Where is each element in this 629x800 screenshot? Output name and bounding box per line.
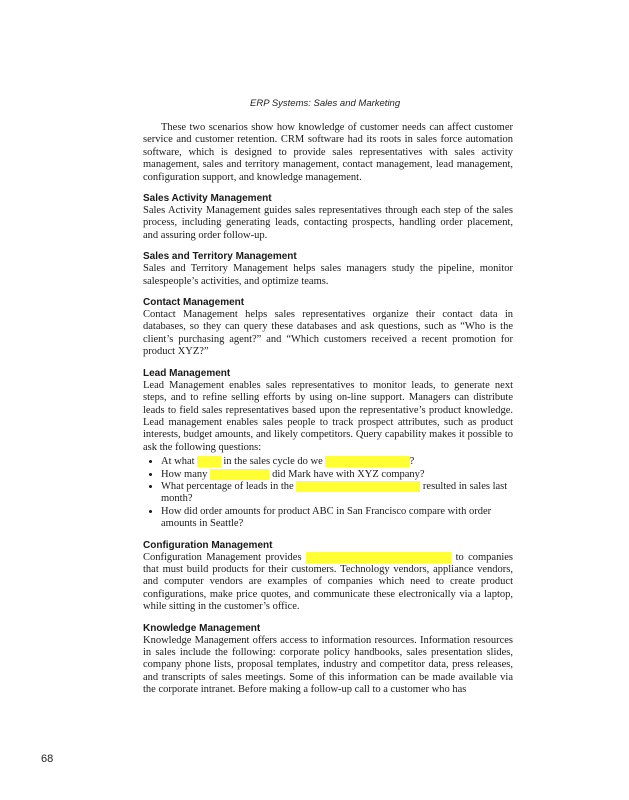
heading-configuration: Configuration Management <box>143 539 273 551</box>
highlighted-text <box>197 456 221 467</box>
paragraph-knowledge: Knowledge Management offers access to information resources. Information resources in sales include the following: corporate policy handbooks, sales presentation slides, company phone lists, proposal templates, industry and competitor data, press releases, and transcripts of sales meetings. Some of this information can be made available via the corporate intranet. Before making a follow-up call to a customer who has <box>143 634 513 696</box>
heading-sales-activity: Sales Activity Management <box>143 193 272 205</box>
highlighted-text <box>325 456 409 467</box>
bullet-text: How many <box>161 468 210 480</box>
page-number: 68 <box>41 753 54 765</box>
bullet-text: What percentage of leads in the <box>161 480 297 492</box>
list-item: • How did order amounts for product ABC in San Francisco compare with order amounts in Seattle? <box>161 506 513 531</box>
paragraph-text: Configuration Management provides <box>143 551 306 563</box>
highlighted-text <box>296 481 420 492</box>
paragraph-sales-territory: Sales and Territory Management helps sales managers study the pipeline, monitor salespeople’s activities, and optimize teams. <box>143 263 513 287</box>
page-body <box>143 122 513 697</box>
running-header: ERP Systems: Sales and Marketing <box>250 98 401 109</box>
paragraph-sales-activity: Sales Activity Management guides sales representatives through each step of the sales process, including generating leads, contacting prospects, handling order placement, and assuring order follow-up. <box>143 205 513 241</box>
intro-paragraph: These two scenarios show how knowledge of customer needs can affect customer service and customer retention. CRM software had its roots in sales force automation software, which is designed to provide sales representatives with sales activity management, sales and territory management, contact management, lead management, configuration support, and knowledge management. <box>143 122 513 183</box>
paragraph-text: to companies that must build products for their customers. Technology vendors, appliance vendors, and computer vendors are examples of companies which need to create product configurations, make price quotes, and communicate these electronically via a laptop, while sitting in the customer’s office. <box>143 551 513 613</box>
heading-contact: Contact Management <box>143 297 245 309</box>
bullet-text: in the sales cycle do we <box>220 456 326 468</box>
bullet-text: At what <box>161 456 198 468</box>
heading-knowledge: Knowledge Management <box>143 622 261 634</box>
list-item <box>161 481 513 506</box>
highlighted-text <box>210 469 269 480</box>
highlighted-text <box>306 552 451 563</box>
heading-lead: Lead Management <box>143 367 231 379</box>
lead-question-list <box>143 456 513 530</box>
list-item <box>161 456 513 468</box>
paragraph-configuration <box>143 552 513 614</box>
heading-sales-territory: Sales and Territory Management <box>143 251 297 263</box>
paragraph-lead: Lead Management enables sales representatives to monitor leads, to generate next steps, and to refine selling efforts by using on-line support. Managers can distribute leads to field sales representatives based upon the representative’s product knowledge. Lead management enables sales people to track prospect attributes, such as product interests, budget amounts, and likely competitors. Query capability makes it possible to ask the following questions: <box>143 379 513 453</box>
paragraph-contact: Contact Management helps sales representatives organize their contact data in databases, so they can query these databases and ask questions, such as “Who is the client’s purchasing agent?” and “Which customers received a recent promotion for product XYZ?” <box>143 309 513 358</box>
bullet-text: ? <box>409 456 415 468</box>
list-item <box>161 469 513 481</box>
bullet-text: resulted in sales last month? <box>161 480 508 505</box>
bullet-text: did Mark have with XYZ company? <box>269 468 425 480</box>
